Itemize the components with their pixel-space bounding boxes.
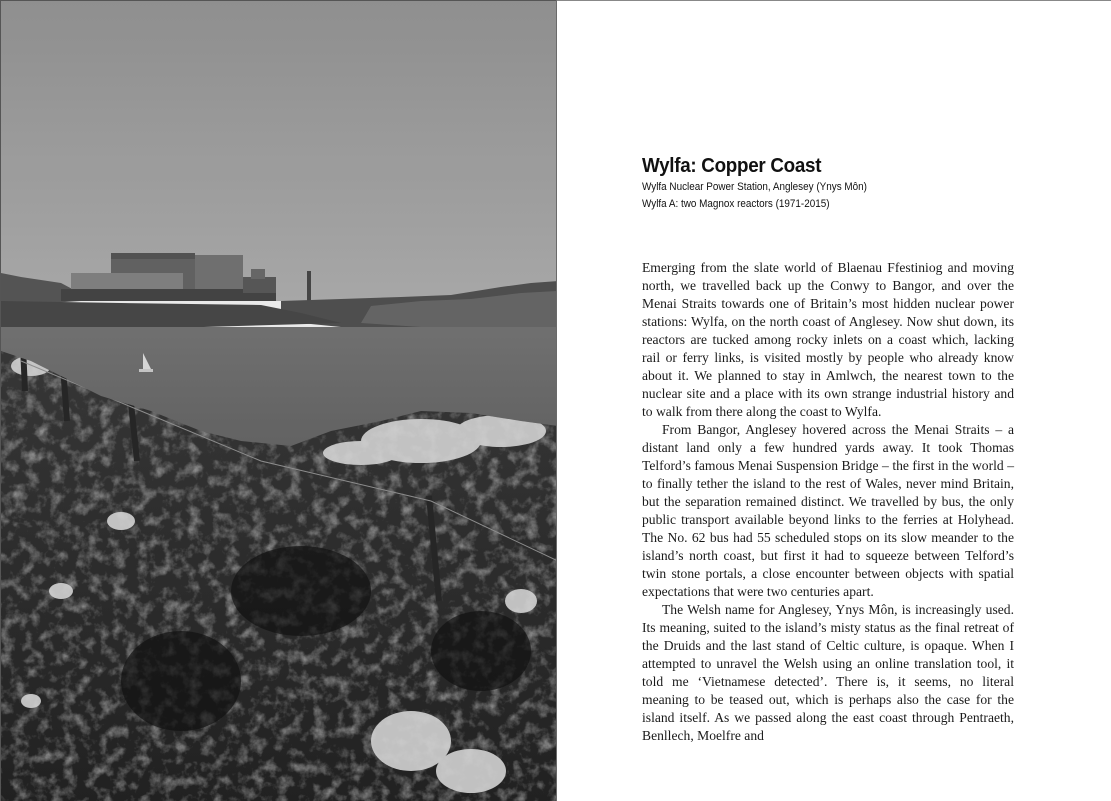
paragraph-3: The Welsh name for Anglesey, Ynys Môn, is increasingly used. Its meaning, suited to the island’s misty status as the final retreat of the Druids and the last stand of Celtic culture, is opaque. When I attempted to unravel the Welsh using an online translation tool, it told me ‘Vietnamese detected’. There is, it seems, no literal meaning to be teased out, which is perhaps also the case for the island itself. As we passed along the east coast through Pentraeth, Benllech, Moelfre and	[642, 602, 1014, 743]
subtitle-line-2: Wylfa A: two Magnox reactors (1971-2015)	[642, 198, 830, 210]
chapter-title: Wylfa: Copper Coast	[642, 155, 822, 177]
subtitle-line-1: Wylfa Nuclear Power Station, Anglesey (Ynys Môn)	[642, 181, 867, 193]
chapter-heading	[642, 153, 1022, 213]
paragraph-2: From Bangor, Anglesey hovered across the Menai Straits – a distant land only a few hundred yards away. It took Thomas Telford’s famous Menai Suspension Bridge – the first in the world – to finally tether the island to the rest of Wales, never mind Britain, but the separation remained distinct. We travelled by bus, the only public transport available beyond links to the ferries at Holyhead. The No. 62 bus had 55 scheduled stops on its slow meander to the island’s north coast, but first it had to squeeze between Telford’s twin stone portals, a close encounter between objects with spatial expectations that were two centuries apart.	[642, 422, 1014, 599]
power-station-photo	[1, 1, 557, 801]
paragraph-1: Emerging from the slate world of Blaenau Ffestiniog and moving north, we travelled back up the Conwy to Bangor, and over the Menai Straits towards one of Britain’s most hidden nuclear power stations: Wylfa, on the north coast of Anglesey. Now shut down, its reactors are tucked among rocky inlets on a coast which, lacking rail or ferry links, is visited mostly by people who already know about it. We planned to stay in Amlwch, the nearest town to the nuclear site and a place with its own strange industrial history and to walk from there along the coast to Wylfa.	[642, 260, 1014, 419]
body-text	[642, 259, 1014, 745]
text-page	[557, 0, 1111, 801]
